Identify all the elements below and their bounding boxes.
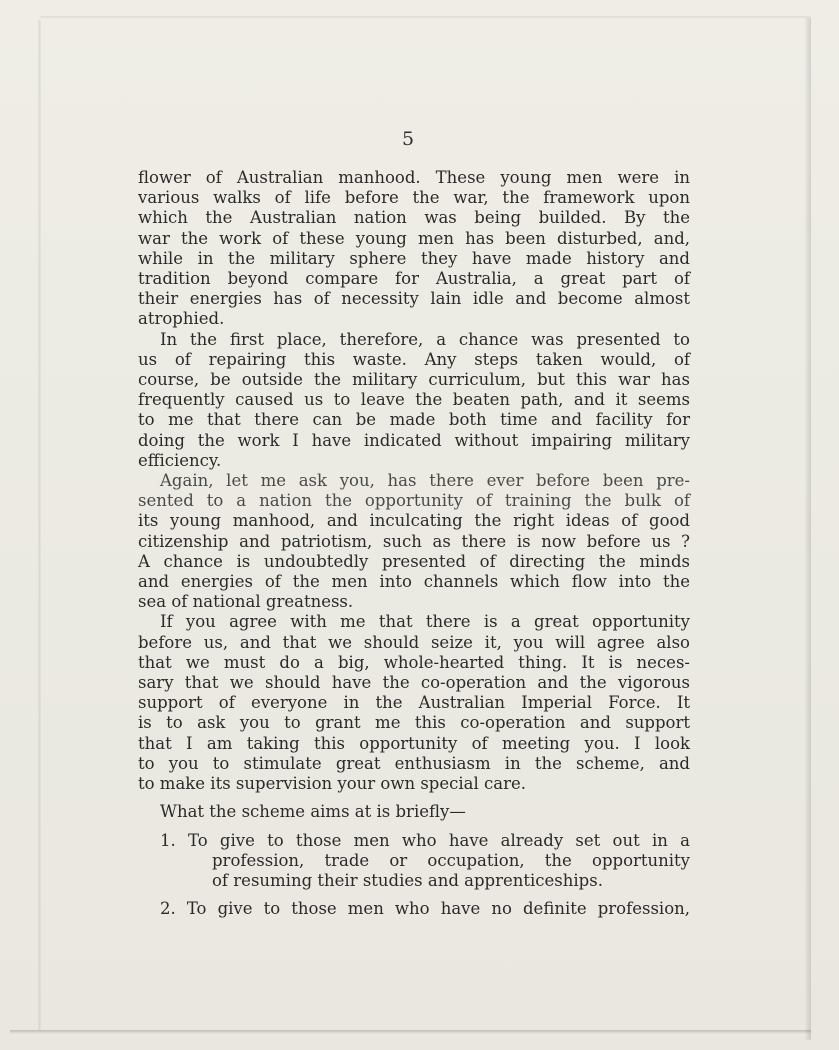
text-line: support of everyone in the Australian Imperial Force. It	[138, 693, 690, 713]
paragraph-3	[138, 471, 690, 612]
text-line: What the scheme aims at is briefly—	[160, 802, 466, 822]
text-line: A chance is undoubtedly presented of directing the minds	[138, 551, 690, 571]
text-line: to you to stimulate great enthusiasm in the scheme, and	[138, 753, 690, 773]
paragraph-5	[138, 802, 690, 822]
text-line: citizenship and patriotism, such as there is now before us ?	[138, 531, 690, 551]
text-line: is to ask you to grant me this co-operation and support	[138, 713, 690, 733]
text-line: In the first place, therefore, a chance was presented to	[160, 329, 690, 349]
body-text	[138, 168, 690, 919]
text-line: that I am taking this opportunity of meeting you. I look	[138, 733, 690, 753]
list-item-line: 1. To give to those men who have already set out in a	[160, 830, 690, 850]
paragraph-4	[138, 612, 690, 794]
text-line: doing the work I have indicated without impairing military	[138, 430, 690, 450]
text-line: its young manhood, and inculcating the right ideas of good	[138, 511, 690, 531]
text-line: efficiency.	[138, 450, 222, 470]
text-line: sea of national greatness.	[138, 592, 354, 612]
text-line: frequently caused us to leave the beaten path, and it seems	[138, 390, 690, 410]
text-line: which the Australian nation was being builded. By the	[138, 208, 690, 228]
text-line: their energies has of necessity lain idle and become almost	[138, 289, 690, 309]
text-line: war the work of these young men has been disturbed, and,	[138, 228, 690, 248]
list-gap	[138, 891, 690, 899]
list-item-line: profession, trade or occupation, the opportunity	[212, 850, 690, 870]
text-line: and energies of the men into channels which flow into the	[138, 572, 690, 592]
text-line: us of repairing this waste. Any steps taken would, of	[138, 349, 690, 369]
text-line: Again, let me ask you, has there ever before been pre-	[160, 471, 690, 491]
text-line: atrophied.	[138, 309, 225, 329]
list-item	[138, 899, 690, 919]
text-line: to make its supervision your own special care.	[138, 774, 526, 794]
page-bottom-edge	[10, 1030, 811, 1034]
paragraph-1	[138, 168, 690, 330]
text-line: before us, and that we should seize it, you will agree also	[138, 632, 690, 652]
text-line: tradition beyond compare for Australia, a great part of	[138, 269, 690, 289]
text-line: If you agree with me that there is a great opportunity	[160, 612, 690, 632]
text-line: various walks of life before the war, the framework upon	[138, 188, 690, 208]
page-right-edge	[805, 18, 811, 1040]
page-number: 5	[402, 128, 415, 150]
list-item-line: of resuming their studies and apprenticeships.	[212, 870, 603, 890]
text-line: sented to a nation the opportunity of training the bulk of	[138, 491, 690, 511]
list-item	[138, 831, 690, 892]
list-item-line: 2. To give to those men who have no definite profession,	[160, 899, 690, 919]
text-line: that we must do a big, whole-hearted thing. It is neces-	[138, 652, 690, 672]
text-line: flower of Australian manhood. These young men were in	[138, 168, 690, 187]
paragraph-2	[138, 330, 690, 471]
text-line: while in the military sphere they have made history and	[138, 248, 690, 268]
text-line: course, be outside the military curriculum, but this war has	[138, 370, 690, 390]
text-line: sary that we should have the co-operation and the vigorous	[138, 673, 690, 693]
paragraph-gap	[138, 794, 690, 802]
page-fold-shadow	[38, 20, 41, 1030]
paragraph-gap	[138, 823, 690, 831]
text-line: to me that there can be made both time and facility for	[138, 410, 690, 430]
page-top-edge	[40, 16, 811, 19]
